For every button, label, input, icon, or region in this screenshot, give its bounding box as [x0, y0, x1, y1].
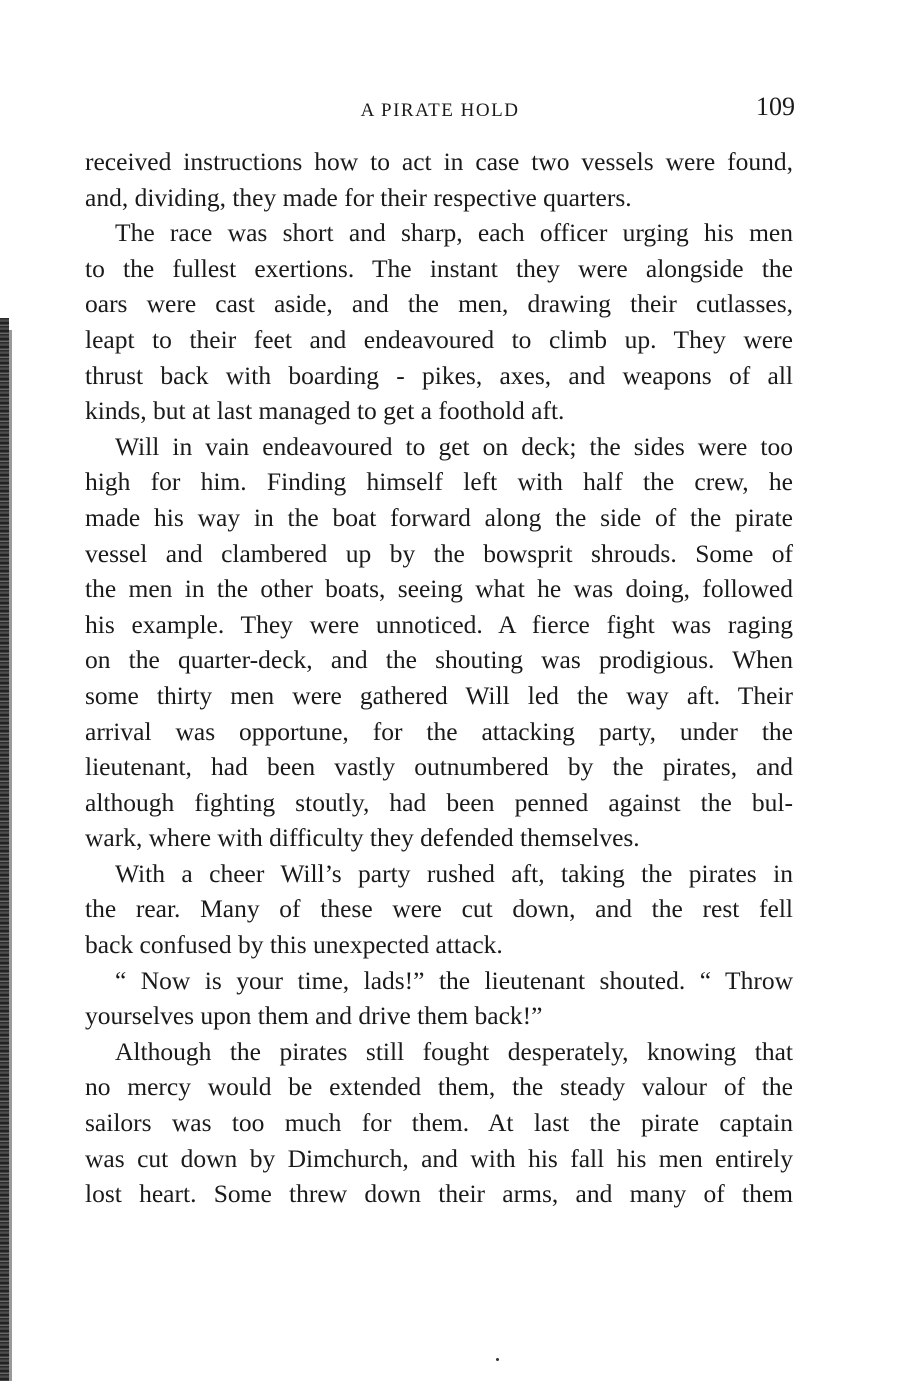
text-line: kinds, but at last managed to get a foothold aft. [85, 396, 565, 426]
text-line: vessel and clambered up by the bowsprit shrouds. Some of [85, 538, 793, 568]
running-head-title: A PIRATE HOLD [360, 100, 520, 121]
text-line: Will in vain endeavoured to get on deck; the sides were too [115, 431, 793, 461]
text-line: sailors was too much for them. At last the pirate captain [85, 1108, 793, 1138]
text-line: “ Now is your time, lads!” the lieutenant shouted. “ Throw [115, 965, 793, 995]
text-line: high for him. Finding himself left with half the crew, he [85, 467, 793, 497]
text-line: With a cheer Will’s party rushed aft, taking the pirates in [115, 858, 793, 888]
page-binding-shadow [9, 330, 12, 1381]
text-line: some thirty men were gathered Will led the way aft. Their [85, 680, 793, 710]
page-binding-edge [0, 318, 9, 1381]
text-line: his example. They were unnoticed. A fierce fight was raging [85, 609, 793, 639]
text-line: yourselves upon them and drive them back!” [85, 1001, 543, 1031]
text-line: lost heart. Some threw down their arms, and many of them [85, 1179, 793, 1209]
text-line: arrival was opportune, for the attacking party, under the [85, 716, 793, 746]
text-line: thrust back with boarding - pikes, axes, and weapons of all [85, 360, 793, 390]
text-line: no mercy would be extended them, the steady valour of the [85, 1072, 793, 1102]
text-line: received instructions how to act in case two vessels were found, [85, 147, 793, 176]
text-line: although fighting stoutly, had been penned against the bul- [85, 787, 793, 817]
ink-speck [496, 1358, 499, 1361]
text-line: the men in the other boats, seeing what he was doing, followed [85, 574, 793, 604]
text-line: oars were cast aside, and the men, drawing their cutlasses, [85, 289, 793, 319]
text-line: Although the pirates still fought desperately, knowing that [115, 1036, 793, 1066]
text-line: was cut down by Dimchurch, and with his fall his men entirely [85, 1143, 793, 1173]
text-line: leapt to their feet and endeavoured to climb up. They were [85, 324, 793, 354]
text-line: the rear. Many of these were cut down, and the rest fell [85, 894, 793, 924]
text-line: and, dividing, they made for their respective quarters. [85, 182, 632, 212]
text-line: made his way in the boat forward along the side of the pirate [85, 502, 793, 532]
text-line: back confused by this unexpected attack. [85, 930, 503, 960]
running-head [85, 92, 795, 132]
text-line: The race was short and sharp, each officer urging his men [115, 218, 793, 248]
text-line: to the fullest exertions. The instant they were alongside the [85, 253, 793, 283]
text-line: on the quarter-deck, and the shouting was prodigious. When [85, 645, 793, 675]
text-line: wark, where with difficulty they defended themselves. [85, 823, 640, 853]
body-text [85, 144, 793, 1212]
text-line: lieutenant, had been vastly outnumbered by the pirates, and [85, 752, 793, 782]
page-number: 109 [756, 92, 795, 121]
